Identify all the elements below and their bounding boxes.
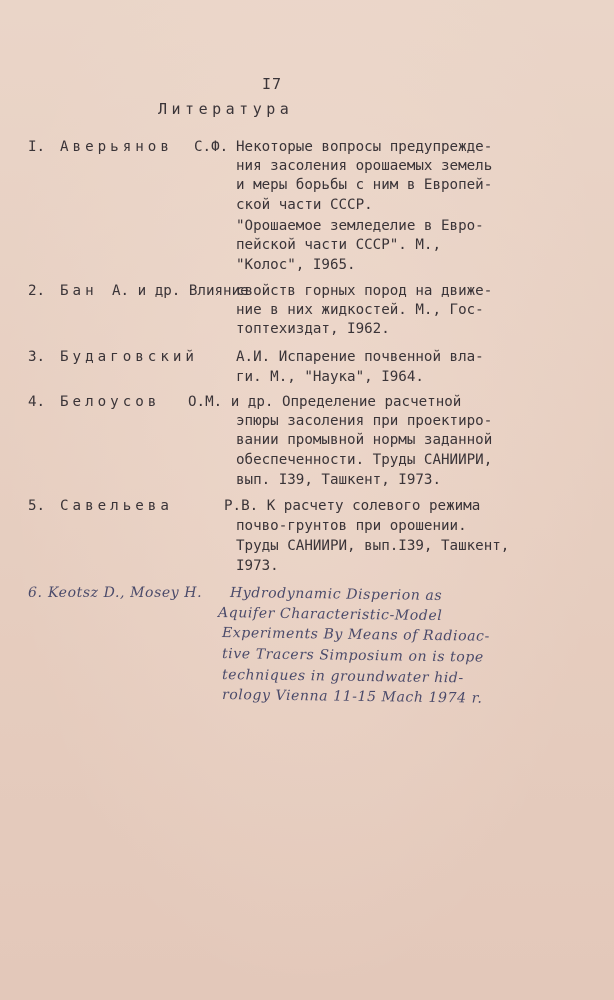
reference-entry-3 <box>28 348 588 388</box>
entry-line: tive Tracers Simposium on is tope <box>221 646 484 666</box>
entry-author: Бан <box>60 283 98 299</box>
reference-entry-1 <box>28 138 588 278</box>
reference-entry-2 <box>28 282 588 342</box>
entry-author: Аверьянов <box>60 139 173 155</box>
entry-number: 6. <box>28 585 43 601</box>
entry-line: и меры борьбы с ним в Европей- <box>236 177 493 193</box>
entry-line: ги. М., "Наука", I964. <box>236 369 424 385</box>
page-number: I7 <box>262 75 283 93</box>
entry-line: Hydrodynamic Disperion as <box>229 585 443 604</box>
entry-line: Некоторые вопросы предупрежде- <box>236 139 493 155</box>
entry-line: А.И. Испарение почвенной вла- <box>236 349 484 365</box>
entry-line: "Колос", I965. <box>236 257 356 273</box>
entry-line: почво-грунтов при орошении. <box>236 518 467 534</box>
reference-entry-4 <box>28 393 588 493</box>
entry-line: топтехиздат, I962. <box>236 321 390 337</box>
entry-author: Будаговский <box>60 349 198 365</box>
entry-number: 4. <box>28 394 46 410</box>
entry-line: ской части СССР. <box>236 197 373 213</box>
entry-author: Белоусов <box>60 394 161 410</box>
entry-line: rology Vienna 11-15 Mach 1974 r. <box>221 687 483 707</box>
entry-line: techniques in groundwater hid- <box>221 667 464 687</box>
entry-number: I. <box>28 139 46 155</box>
entry-number: 5. <box>28 498 46 514</box>
reference-entry-5 <box>28 497 588 577</box>
entry-author: Keotsz D., Mosey H. <box>48 585 203 601</box>
entry-line: вып. I39, Ташкент, I973. <box>236 472 441 488</box>
entry-author: Савельева <box>60 498 173 514</box>
entry-line: Aquifer Characteristic-Model <box>217 605 443 625</box>
entry-line: Experiments By Means of Radioac- <box>221 625 491 645</box>
entry-author-initials: А. и др. Влияние <box>112 283 249 299</box>
entry-line: эпюры засоления при проектиро- <box>236 413 493 429</box>
entry-line: свойств горных пород на движе- <box>236 283 493 299</box>
entry-number: 3. <box>28 349 46 365</box>
reference-entry-6-handwritten <box>28 584 588 714</box>
bibliography-heading: Литература <box>158 100 294 118</box>
entry-line: пейской части СССР". М., <box>236 237 441 253</box>
entry-line: I973. <box>236 558 279 574</box>
entry-line: "Орошаемое земледелие в Евро- <box>236 218 484 234</box>
entry-number: 2. <box>28 283 46 299</box>
entry-author-initials: С.Ф. <box>194 139 229 155</box>
entry-line: Труды САНИИРИ, вып.I39, Ташкент, <box>236 538 510 554</box>
entry-line: ния засоления орошаемых земель <box>236 158 493 174</box>
entry-author-initials: Р.В. К расчету солевого режима <box>224 498 481 514</box>
entry-line: ние в них жидкостей. М., Гос- <box>236 302 484 318</box>
entry-line: обеспеченности. Труды САНИИРИ, <box>236 452 493 468</box>
entry-line: вании промывной нормы заданной <box>236 432 493 448</box>
entry-author-initials: О.М. и др. Определение расчетной <box>188 394 462 410</box>
